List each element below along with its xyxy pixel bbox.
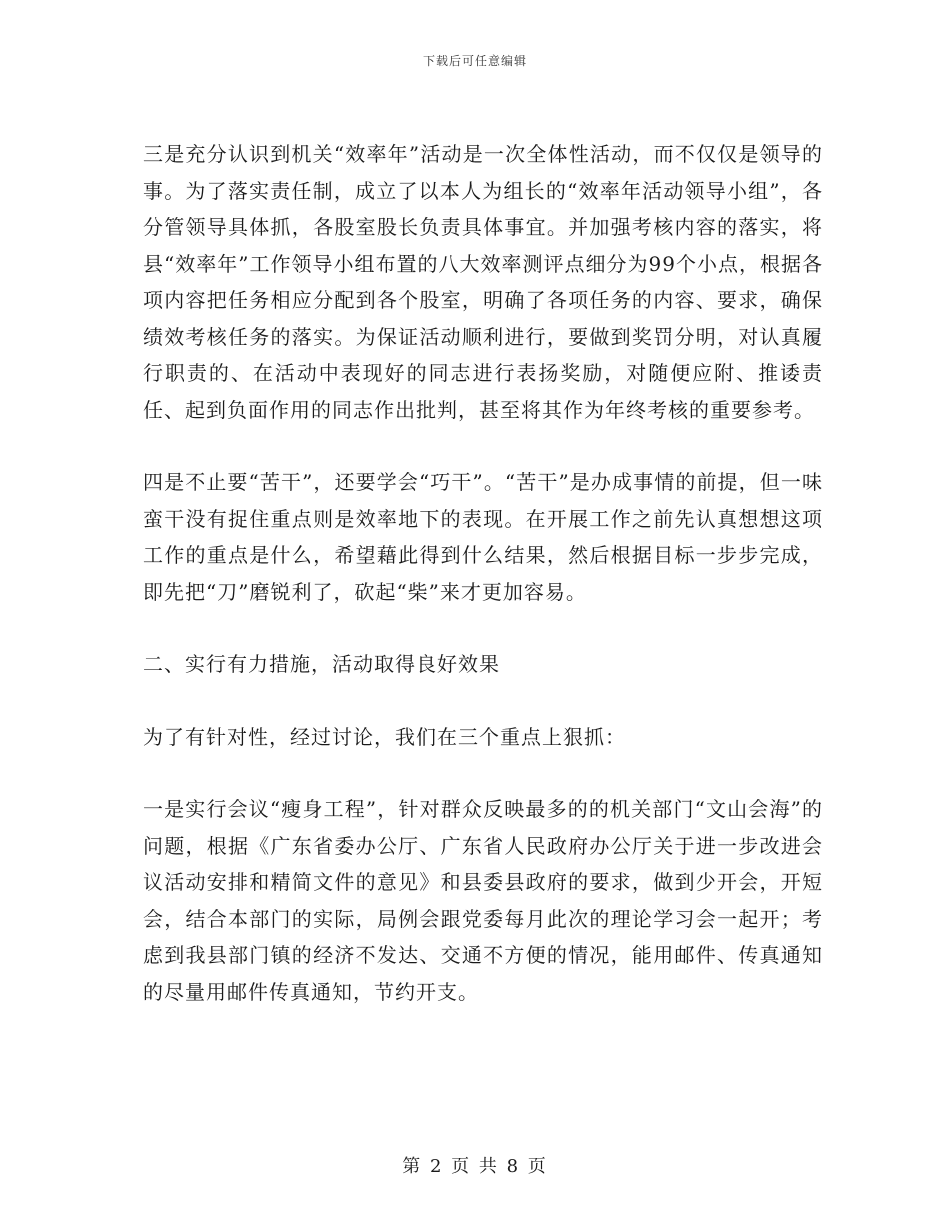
paragraph-fourth-point: 四是不止要“苦干”，还要学会“巧干”。“苦干”是办成事情的前提，但一味蛮干没有捉住重点则是效率地下的表现。在开展工作之前先认真想想这项工作的重点是什么，希望藉此得到什么结果，然后根据目标一步步完成，即先把“刀”磨锐利了，砍起“柴”来才更加容易。 [143,470,823,604]
paragraph-intro: 为了有针对性，经过讨论，我们在三个重点上狠抓： [143,724,626,749]
paragraph-first-measure: 一是实行会议“瘦身工程”，针对群众反映最多的的机关部门“文山会海”的问题，根据《广东省委办公厅、广东省人民政府办公厅关于进一步改进会议活动安排和精简文件的意见》和县委县政府的要求，做到少开会，开短会，结合本部门的实际，局例会跟党委每月此次的理论学习会一起开；考虑到我县部门镇的经济不发达、交通不方便的情况，能用邮件、传真通知的尽量用邮件传真通知，节约开支。 [143,797,823,1004]
section-heading: 二、实行有力措施，活动取得良好效果 [143,652,500,676]
paragraph-third-point: 三是充分认识到机关“效率年”活动是一次全体性活动，而不仅仅是领导的事。为了落实责任制，成立了以本人为组长的“效率年活动领导小组”，各分管领导具体抓，各股室股长负责具体事宜。并加强考核内容的落实，将县“效率年”工作领导小组布置的八大效率测评点细分为99个小点，根据各项内容把任务相应分配到各个股室，明确了各项任务的内容、要求，确保绩效考核任务的落实。为保证活动顺利进行，要做到奖罚分明，对认真履行职责的、在活动中表现好的同志进行表扬奖励，对随便应附、推诿责任、起到负面作用的同志作出批判，甚至将其作为年终考核的重要参考。 [143,142,823,422]
document-body [143,136,823,1010]
page-number: 第 2 页 共 8 页 [402,1156,548,1177]
header-note: 下载后可任意编辑 [422,54,527,68]
